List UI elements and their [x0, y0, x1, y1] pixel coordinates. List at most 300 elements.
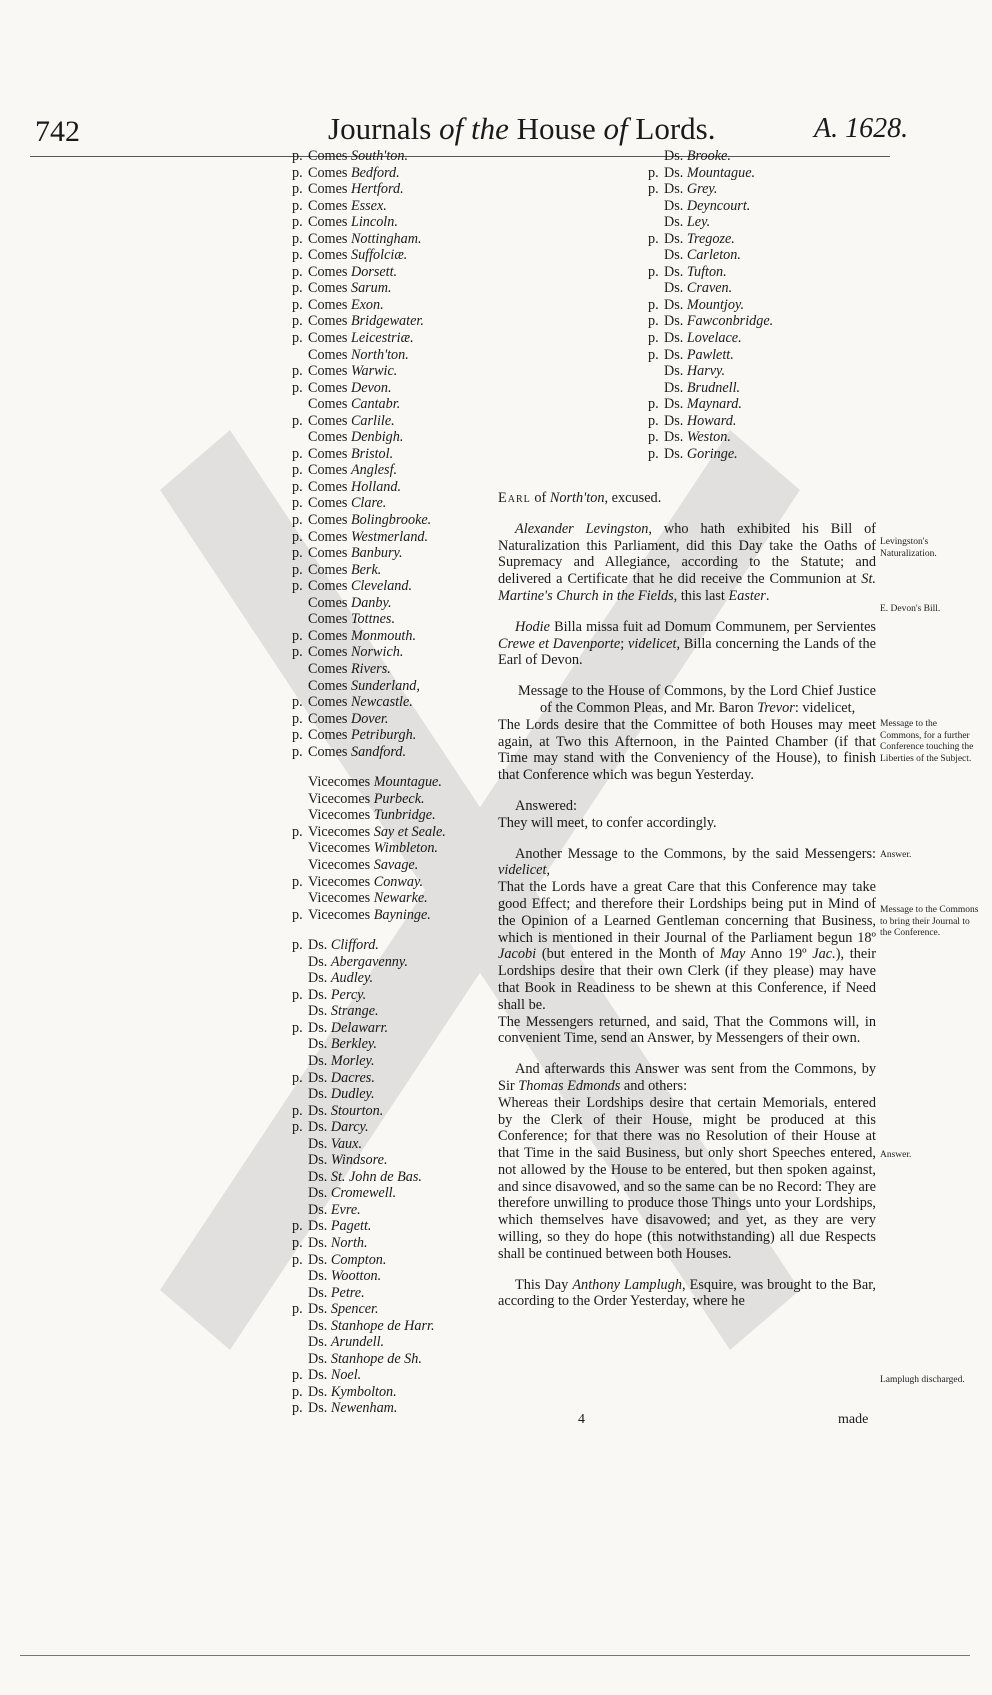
- present-mark: p.: [292, 478, 303, 495]
- peer-title: Comes: [308, 214, 348, 231]
- peer-name: Audley.: [330, 970, 374, 987]
- present-mark: p.: [292, 823, 303, 840]
- peer-title: Comes: [308, 197, 348, 214]
- peer-entry: [292, 1318, 446, 1335]
- peer-name: Arundell.: [330, 1334, 385, 1351]
- peer-title: Comes: [308, 611, 348, 628]
- peer-entry: [292, 1351, 446, 1368]
- peer-name: Danby.: [350, 594, 392, 611]
- peer-title: Ds.: [308, 1367, 328, 1384]
- peer-title: Ds.: [308, 1119, 328, 1136]
- paragraph-messengers-returned: The Messengers returned, and said, That the Commons will, in convenient Time, send an Answer, by Messengers of their own.: [498, 1013, 876, 1047]
- peer-entry: [292, 1053, 446, 1070]
- peer-name: Leicestriæ.: [350, 330, 414, 347]
- peer-title: Ds.: [664, 296, 684, 313]
- peer-title: Ds.: [308, 1036, 328, 1053]
- present-mark: p.: [648, 330, 659, 347]
- peer-name: Warwic.: [350, 363, 398, 380]
- margin-note-answer-2: Answer.: [880, 1150, 912, 1160]
- peer-name: Cantabr.: [350, 396, 401, 413]
- peer-entry: [292, 824, 446, 841]
- peer-title: Ds.: [308, 1284, 328, 1301]
- peer-name: Clifford.: [330, 937, 379, 954]
- peer-title: Vicecomes: [308, 890, 371, 907]
- peer-entry: [648, 181, 773, 198]
- margin-note-message-1: Message to the Commons, for a further Conference touching the Liberties of the Subject.: [880, 719, 974, 764]
- peer-title: Comes: [308, 545, 348, 562]
- present-mark: p.: [648, 429, 659, 446]
- peer-title: Ds.: [308, 1301, 328, 1318]
- peer-title: Comes: [308, 677, 348, 694]
- peer-title: Ds.: [308, 1168, 328, 1185]
- peer-title: Comes: [308, 148, 348, 164]
- peer-entry: [292, 545, 446, 562]
- peer-entry: [292, 954, 446, 971]
- peer-name: Kymbolton.: [330, 1383, 397, 1400]
- paragraph-levingston: Alexander Levingston, who hath exhibited his Bill of Naturalization this Parliament, did this Day take the Oaths of Supremacy and Allegiance, according to the Statute; and delivered a Certificate that he did receive the Communion at St. Martine's Church in the Fields, this last Easter.: [498, 520, 876, 604]
- present-mark: p.: [648, 396, 659, 413]
- peer-entry: [292, 987, 446, 1004]
- peer-entry: [292, 1185, 446, 1202]
- peer-name: Wimbleton.: [373, 840, 438, 857]
- peer-title: Comes: [308, 627, 348, 644]
- peer-title: Comes: [308, 528, 348, 545]
- peer-entry: [292, 479, 446, 496]
- peer-title: Ds.: [308, 1350, 328, 1367]
- peer-name: Stourton.: [330, 1102, 384, 1119]
- present-mark: p.: [292, 710, 303, 727]
- peer-entry: [292, 313, 446, 330]
- present-mark: p.: [648, 445, 659, 462]
- peer-name: Bristol.: [350, 445, 394, 462]
- peer-name: Darcy.: [330, 1119, 369, 1136]
- peer-entry: [292, 165, 446, 182]
- peer-name: Bridgewater.: [350, 313, 424, 330]
- peer-name: Vaux.: [330, 1135, 362, 1152]
- peer-title: Ds.: [664, 164, 684, 181]
- peer-entry: [292, 774, 446, 791]
- peer-name: Brooke.: [686, 148, 731, 164]
- peer-entry: [292, 330, 446, 347]
- peer-title: Vicecomes: [308, 790, 371, 807]
- peer-title: Ds.: [308, 986, 328, 1003]
- peer-title: Comes: [308, 412, 348, 429]
- peer-entry: [292, 744, 446, 761]
- peer-entry: [292, 363, 446, 380]
- peer-name: Devon.: [350, 379, 392, 396]
- peer-entry: [292, 347, 446, 364]
- peer-title: Ds.: [664, 263, 684, 280]
- peer-title: Comes: [308, 727, 348, 744]
- margin-note-message-2: Message to the Commons to bring their Journal to the Conference.: [880, 905, 979, 938]
- present-mark: p.: [648, 412, 659, 429]
- peer-title: Comes: [308, 164, 348, 181]
- peer-title: Ds.: [664, 363, 684, 380]
- peer-entry: [292, 1136, 446, 1153]
- peer-name: Hertford.: [350, 181, 404, 198]
- present-mark: p.: [648, 164, 659, 181]
- peer-name: Grey.: [686, 181, 718, 198]
- peer-entry: [292, 907, 446, 924]
- peer-title: Vicecomes: [308, 807, 371, 824]
- peer-entry: [292, 413, 446, 430]
- peer-title: Comes: [308, 478, 348, 495]
- peer-entry: [292, 711, 446, 728]
- peer-name: Sarum.: [350, 280, 392, 297]
- peer-entry: [648, 313, 773, 330]
- peer-name: Berk.: [350, 561, 382, 578]
- peer-name: Sandford.: [350, 743, 407, 760]
- peer-name: Mountague.: [686, 164, 756, 181]
- peer-entry: [648, 413, 773, 430]
- present-mark: p.: [292, 743, 303, 760]
- peer-title: Comes: [308, 660, 348, 677]
- earl-excused: Earl of North'ton, excused.: [498, 490, 662, 506]
- peer-title: Comes: [308, 495, 348, 512]
- margin-note-lamplugh: Lamplugh discharged.: [880, 1375, 965, 1385]
- peer-name: Compton.: [330, 1251, 387, 1268]
- present-mark: p.: [292, 247, 303, 264]
- present-mark: p.: [292, 937, 303, 954]
- peer-name: Anglesf.: [350, 462, 398, 479]
- present-mark: p.: [292, 296, 303, 313]
- peer-name: Clare.: [350, 495, 387, 512]
- peer-entry: [292, 874, 446, 891]
- peer-name: Sunderland,: [350, 677, 420, 694]
- peer-title: Ds.: [308, 1185, 328, 1202]
- present-mark: p.: [292, 1235, 303, 1251]
- paragraph-lords-desire: The Lords desire that the Committee of both Houses may meet again, at Two this Afternoon, in the Painted Chamber (if that Time may stand with the Conveniency of the House), to finish that Conference which was begun Yesterday.: [498, 716, 876, 784]
- peer-entry: [292, 446, 446, 463]
- peer-title: Comes: [308, 247, 348, 264]
- peer-entry: [648, 247, 773, 264]
- peer-title: Ds.: [308, 1400, 328, 1417]
- present-mark: p.: [292, 545, 303, 562]
- paragraph-answered: Answered:: [515, 797, 577, 814]
- peer-entry: [292, 1169, 446, 1186]
- peer-title: Vicecomes: [308, 840, 371, 857]
- peer-name: Wootton.: [330, 1268, 382, 1285]
- peer-entry: [648, 396, 773, 413]
- peer-name: Craven.: [686, 280, 733, 297]
- peer-entry: [292, 937, 446, 954]
- peer-entry: [292, 396, 446, 413]
- peer-entry: [292, 1036, 446, 1053]
- peer-title: Comes: [308, 512, 348, 529]
- peer-entry: [648, 165, 773, 182]
- peer-entry: [292, 1218, 446, 1235]
- peer-name: St. John de Bas.: [330, 1168, 422, 1185]
- peer-name: South'ton.: [350, 148, 408, 164]
- peer-title: Ds.: [308, 1268, 328, 1285]
- peer-entry: [648, 231, 773, 248]
- peer-title: Comes: [308, 694, 348, 711]
- peer-name: Say et Seale.: [373, 823, 446, 840]
- paragraph-message-1: Message to the House of Commons, by the Lord Chief Justice of the Common Pleas, and Mr. Baron Trevor: videlicet,: [518, 683, 876, 716]
- present-mark: p.: [648, 181, 659, 198]
- peer-name: Cleveland.: [350, 578, 413, 595]
- peer-name: North'ton.: [350, 346, 409, 363]
- peer-title: Comes: [308, 230, 348, 247]
- peer-name: Strange.: [330, 1003, 379, 1020]
- peer-entry: [292, 181, 446, 198]
- peer-title: Vicecomes: [308, 774, 371, 791]
- peer-name: Petre.: [330, 1284, 365, 1301]
- peer-name: Exon.: [350, 296, 384, 313]
- peer-entry: [292, 1235, 446, 1252]
- present-mark: p.: [292, 1251, 303, 1268]
- peer-title: Ds.: [308, 1152, 328, 1169]
- present-mark: p.: [292, 1218, 303, 1235]
- peer-title: Vicecomes: [308, 856, 371, 873]
- peer-name: Noel.: [330, 1367, 362, 1384]
- running-title: Journals of the House of Lords.: [328, 111, 716, 146]
- peer-entry: [292, 1301, 446, 1318]
- peer-entry: [292, 644, 446, 661]
- peer-name: Carleton.: [686, 247, 741, 264]
- peer-entry: [292, 840, 446, 857]
- peer-title: Ds.: [308, 1317, 328, 1334]
- journal-text: [498, 490, 876, 1310]
- paragraph-message-2: Another Message to the Commons, by the said Messengers: videlicet,: [498, 845, 876, 879]
- peer-name: Tufton.: [686, 263, 727, 280]
- paragraph-will-meet: They will meet, to confer accordingly.: [498, 814, 717, 831]
- present-mark: p.: [292, 164, 303, 181]
- peer-title: Comes: [308, 363, 348, 380]
- peer-title: Comes: [308, 313, 348, 330]
- present-mark: p.: [648, 263, 659, 280]
- present-mark: p.: [292, 462, 303, 479]
- peer-title: Ds.: [308, 1102, 328, 1119]
- peer-name: Lovelace.: [686, 330, 742, 347]
- peer-name: Newcastle.: [350, 694, 413, 711]
- peer-title: Vicecomes: [308, 906, 371, 923]
- peer-name: Harvy.: [686, 363, 726, 380]
- peer-entry: [648, 264, 773, 281]
- peer-title: Comes: [308, 296, 348, 313]
- present-mark: p.: [292, 181, 303, 198]
- bottom-rule: [20, 1655, 970, 1656]
- present-mark: p.: [648, 230, 659, 247]
- signature-mark: 4: [578, 1412, 585, 1427]
- peer-title: Ds.: [308, 1383, 328, 1400]
- peer-entry: [648, 214, 773, 231]
- peer-name: Savage.: [373, 856, 419, 873]
- peer-name: Bedford.: [350, 164, 400, 181]
- peer-entry: [292, 462, 446, 479]
- peer-title: Ds.: [664, 230, 684, 247]
- peer-entry: [292, 429, 446, 446]
- peer-entry: [292, 1384, 446, 1401]
- peer-title: Ds.: [308, 953, 328, 970]
- present-mark: p.: [292, 727, 303, 744]
- present-mark: p.: [292, 906, 303, 923]
- paragraph-journal-request: That the Lords have a great Care that this Conference may take good Effect; and therefore their Lordships being put in Mind of the Opinion of a Learned Gentleman concerning that Business, which is mentioned in their Journal of the Parliament begun 18º Jacobi (but entered in the Month of May Anno 19º Jac.), their Lordships desire that their own Clerk (if they please) may have that Book in Readiness to be shewn at this Conference, if Need shall be.: [498, 879, 876, 1013]
- peer-entry: [292, 297, 446, 314]
- peer-entry: [292, 578, 446, 595]
- peer-name: Carlile.: [350, 412, 395, 429]
- peer-title: Vicecomes: [308, 873, 371, 890]
- peer-title: Comes: [308, 263, 348, 280]
- peer-entry: [648, 363, 773, 380]
- present-mark: p.: [292, 1019, 303, 1036]
- peer-entry: [648, 429, 773, 446]
- peer-title: Ds.: [664, 412, 684, 429]
- peer-title: Comes: [308, 330, 348, 347]
- peer-name: Pagett.: [330, 1218, 372, 1235]
- peers-list-right: [648, 148, 773, 462]
- peer-title: Comes: [308, 594, 348, 611]
- peer-entry: [292, 1086, 446, 1103]
- present-mark: p.: [292, 1119, 303, 1136]
- peer-name: Lincoln.: [350, 214, 398, 231]
- peer-name: Evre.: [330, 1201, 361, 1218]
- peer-entry: [292, 1285, 446, 1302]
- peer-name: Westmerland.: [350, 528, 429, 545]
- peer-title: Ds.: [308, 1251, 328, 1268]
- present-mark: p.: [292, 363, 303, 380]
- peer-entry: [292, 264, 446, 281]
- peer-name: Purbeck.: [373, 790, 425, 807]
- paragraph-answer-sent: And afterwards this Answer was sent from the Commons, by Sir Thomas Edmonds and others:: [498, 1061, 876, 1094]
- peer-name: Morley.: [330, 1052, 375, 1069]
- peer-name: Fawconbridge.: [686, 313, 774, 330]
- present-mark: p.: [648, 296, 659, 313]
- peer-title: Ds.: [664, 396, 684, 413]
- peer-name: Brudnell.: [686, 379, 741, 396]
- present-mark: p.: [292, 1367, 303, 1384]
- peer-name: Abergavenny.: [330, 953, 408, 970]
- present-mark: p.: [292, 1400, 303, 1417]
- peer-title: Ds.: [664, 445, 684, 462]
- peer-entry: [292, 1070, 446, 1087]
- present-mark: p.: [292, 280, 303, 297]
- peer-entry: [292, 807, 446, 824]
- peer-name: Dorsett.: [350, 263, 398, 280]
- paragraph-bill-devon: Hodie Billa missa fuit ad Domum Communem, per Servientes Crewe et Davenporte; videlicet, Billa concerning the Lands of the Earl of Devon.: [498, 618, 876, 669]
- peer-name: Newenham.: [330, 1400, 398, 1417]
- peer-name: Tottnes.: [350, 611, 395, 628]
- peer-title: Comes: [308, 429, 348, 446]
- peer-entry: [292, 791, 446, 808]
- peer-entry: [292, 562, 446, 579]
- present-mark: p.: [292, 148, 303, 164]
- peer-title: Comes: [308, 445, 348, 462]
- peer-name: Dover.: [350, 710, 389, 727]
- present-mark: p.: [292, 578, 303, 595]
- present-mark: p.: [292, 627, 303, 644]
- peer-entry: [292, 727, 446, 744]
- peer-entry: [292, 694, 446, 711]
- peer-title: Ds.: [308, 1334, 328, 1351]
- peer-entry: [648, 280, 773, 297]
- present-mark: p.: [648, 313, 659, 330]
- peer-entry: [292, 280, 446, 297]
- peer-title: Ds.: [664, 148, 684, 164]
- peer-name: Maynard.: [686, 396, 742, 413]
- present-mark: p.: [292, 313, 303, 330]
- peer-entry: [292, 214, 446, 231]
- present-mark: p.: [292, 1383, 303, 1400]
- margin-note-devon: E. Devon's Bill.: [880, 604, 941, 614]
- peer-name: Ley.: [686, 214, 711, 231]
- peer-entry: [292, 890, 446, 907]
- present-mark: p.: [292, 561, 303, 578]
- peer-title: Comes: [308, 561, 348, 578]
- page-number: 742: [35, 115, 80, 148]
- peer-name: Bolingbrooke.: [350, 512, 432, 529]
- peer-title: Comes: [308, 181, 348, 198]
- peer-title: Ds.: [308, 1052, 328, 1069]
- present-mark: p.: [292, 495, 303, 512]
- peer-title: Comes: [308, 710, 348, 727]
- peer-entry: [292, 1003, 446, 1020]
- peer-entry: [292, 678, 446, 695]
- present-mark: p.: [292, 445, 303, 462]
- peer-title: Comes: [308, 396, 348, 413]
- peer-title: Ds.: [308, 1069, 328, 1086]
- peer-name: Delawarr.: [330, 1019, 389, 1036]
- peer-title: Comes: [308, 578, 348, 595]
- peer-title: Ds.: [664, 181, 684, 198]
- peer-name: Holland.: [350, 478, 402, 495]
- peer-name: Stanhope de Harr.: [330, 1317, 435, 1334]
- peer-entry: [292, 1103, 446, 1120]
- present-mark: p.: [292, 512, 303, 529]
- list-gap: [292, 760, 446, 774]
- peer-name: Stanhope de Sh.: [330, 1350, 422, 1367]
- peer-entry: [292, 1202, 446, 1219]
- present-mark: p.: [292, 1069, 303, 1086]
- peer-name: Mountjoy.: [686, 296, 745, 313]
- peer-entry: [648, 330, 773, 347]
- peer-entry: [292, 148, 446, 165]
- peer-name: Dacres.: [330, 1069, 375, 1086]
- peer-title: Ds.: [664, 429, 684, 446]
- peer-name: Percy.: [330, 986, 367, 1003]
- present-mark: p.: [292, 1301, 303, 1318]
- peer-title: Ds.: [308, 970, 328, 987]
- peer-name: Spencer.: [330, 1301, 379, 1318]
- margin-note-answer-1: Answer.: [880, 850, 912, 860]
- present-mark: p.: [292, 412, 303, 429]
- peer-entry: [648, 446, 773, 463]
- peer-entry: [292, 198, 446, 215]
- peer-name: Windsore.: [330, 1152, 388, 1169]
- present-mark: p.: [292, 986, 303, 1003]
- peer-name: Suffolciæ.: [350, 247, 408, 264]
- peer-name: Petriburgh.: [350, 727, 417, 744]
- peer-title: Ds.: [308, 1235, 328, 1251]
- peer-title: Ds.: [664, 197, 684, 214]
- list-gap: [292, 923, 446, 937]
- peer-title: Vicecomes: [308, 823, 371, 840]
- peer-title: Comes: [308, 644, 348, 661]
- peer-title: Ds.: [308, 937, 328, 954]
- peer-title: Ds.: [664, 346, 684, 363]
- peer-entry: [292, 661, 446, 678]
- peer-entry: [292, 231, 446, 248]
- peer-name: Goringe.: [686, 445, 738, 462]
- present-mark: p.: [292, 528, 303, 545]
- margin-note-levingston: Levingston's Naturalization.: [880, 537, 937, 559]
- peer-title: Comes: [308, 379, 348, 396]
- present-mark: p.: [292, 694, 303, 711]
- peer-entry: [292, 970, 446, 987]
- peer-name: Howard.: [686, 412, 737, 429]
- peer-entry: [648, 297, 773, 314]
- peer-name: North.: [330, 1235, 368, 1251]
